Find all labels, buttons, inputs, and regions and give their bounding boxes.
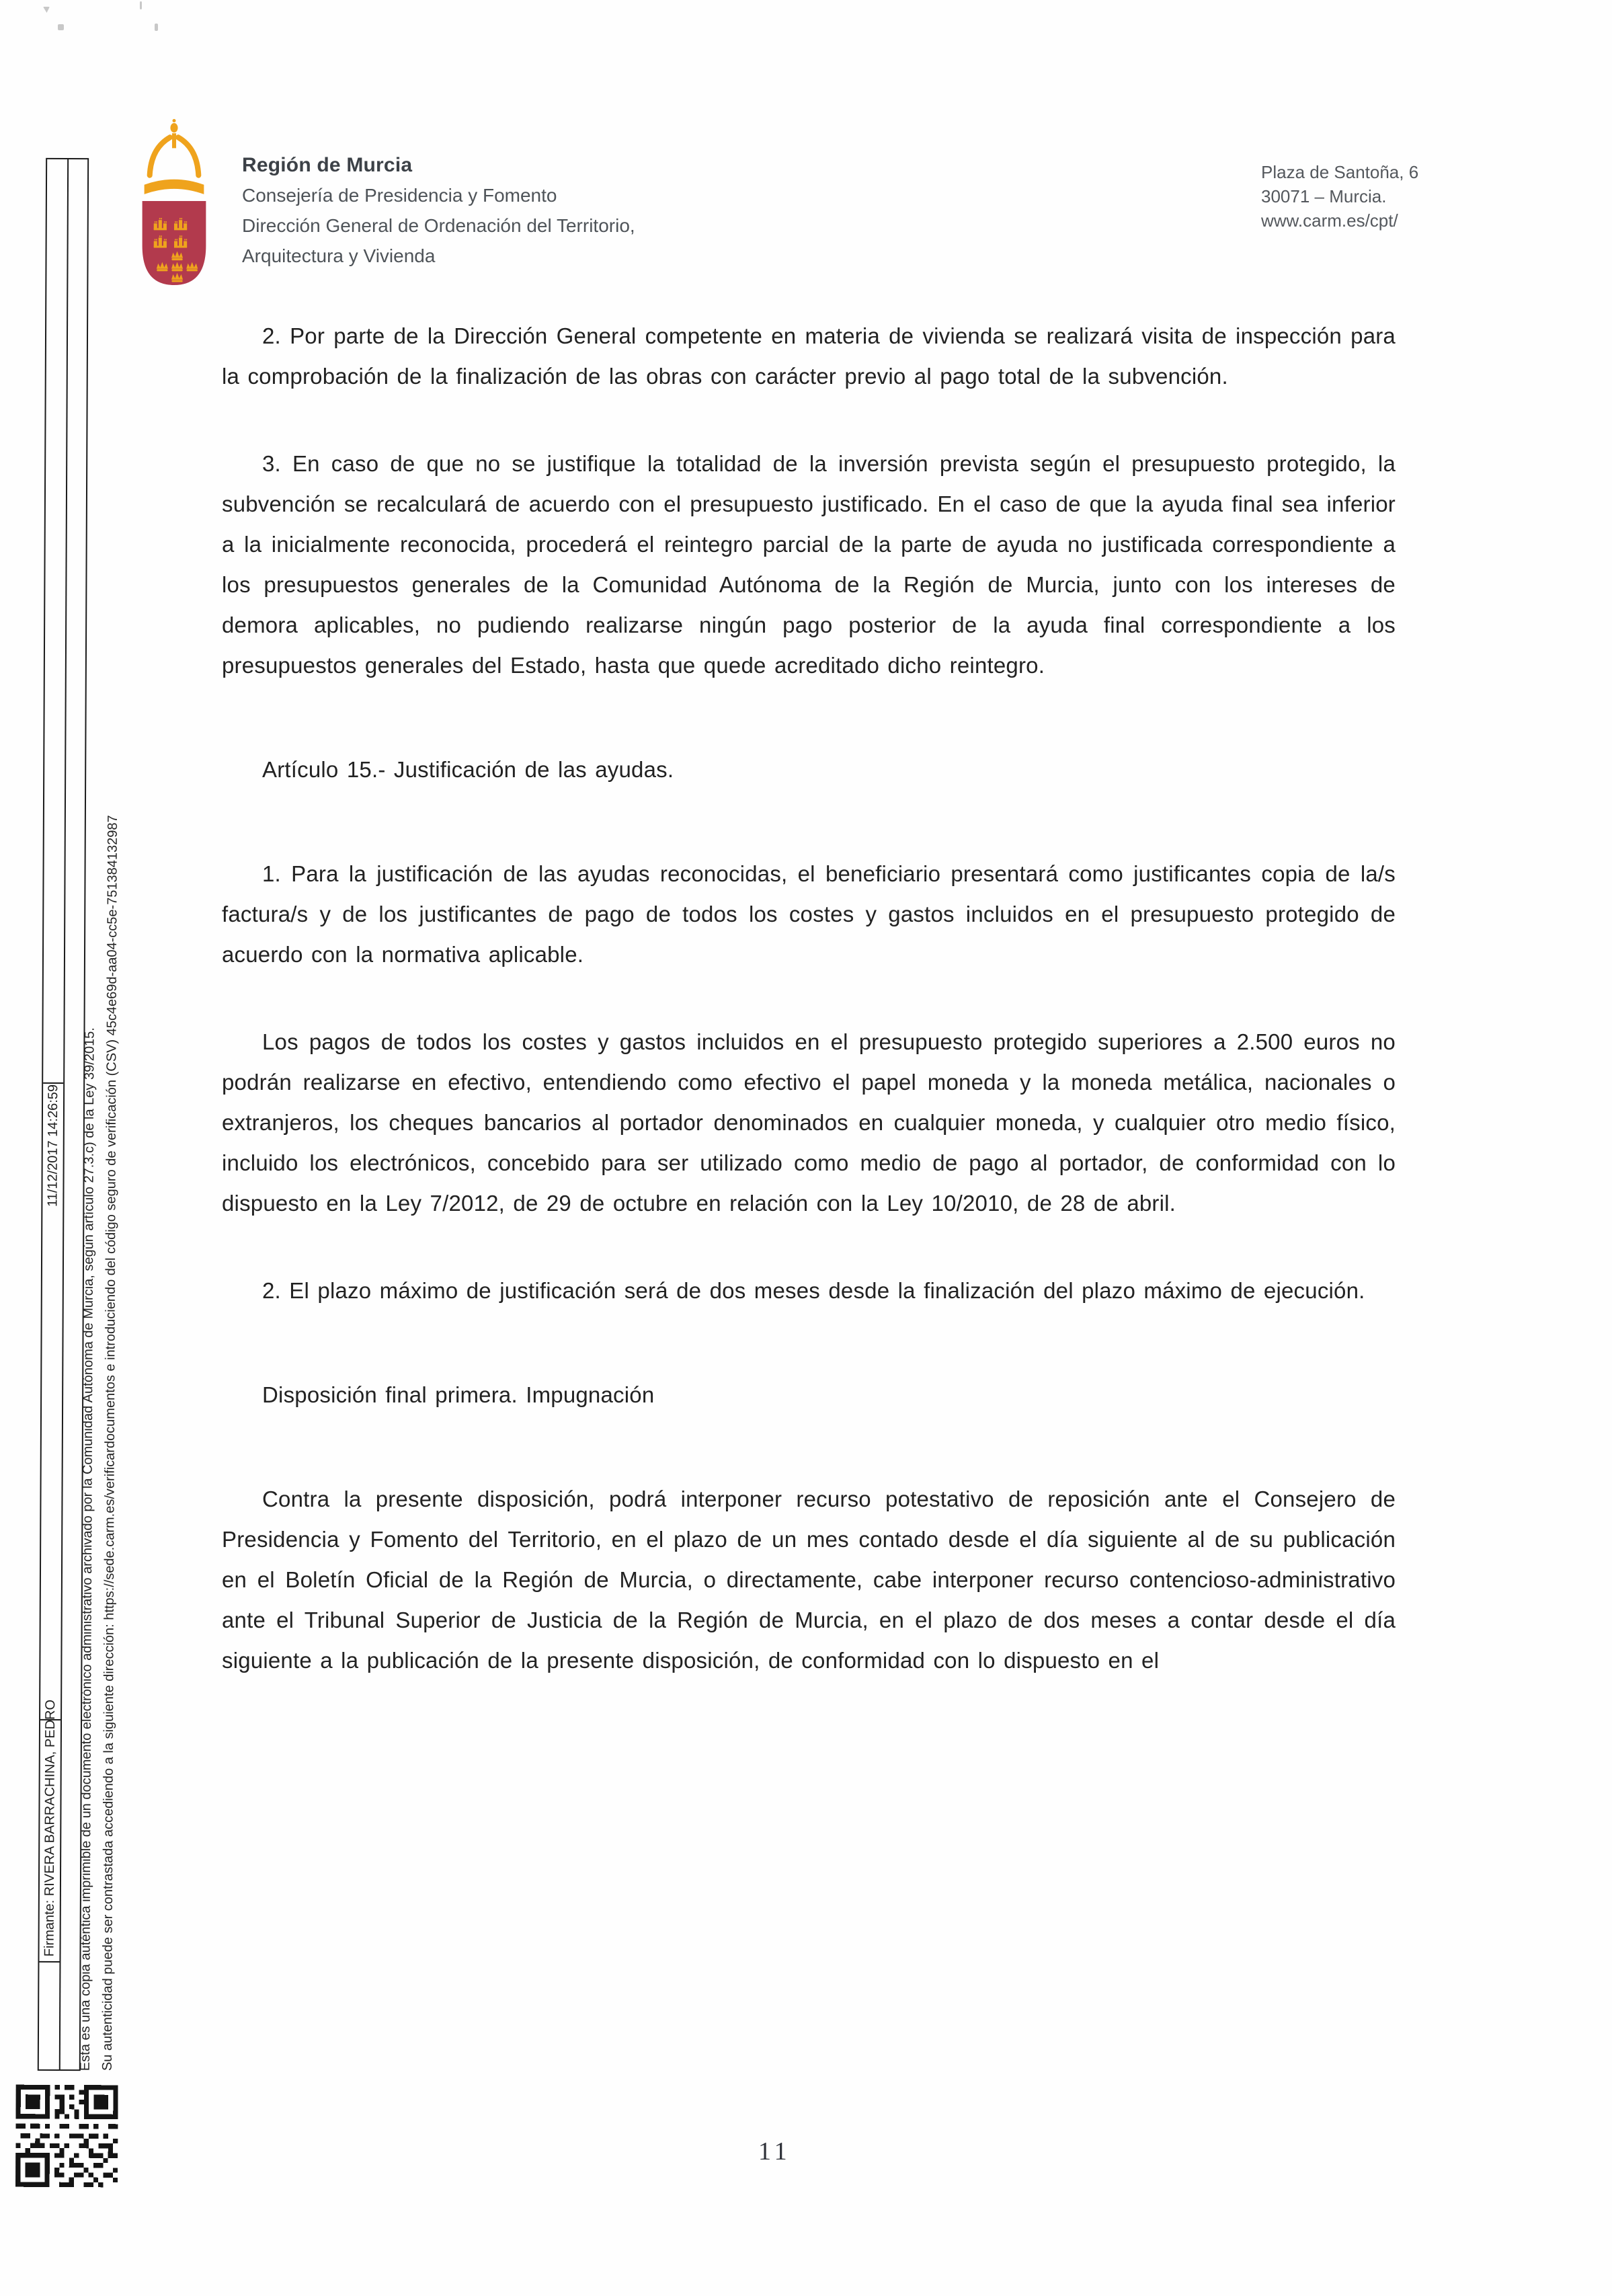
document-body xyxy=(222,316,1396,1728)
org-department-line: Dirección General de Ordenación del Territorio, xyxy=(242,215,635,236)
page-number: 11 xyxy=(758,2137,791,2166)
section-heading: Disposición final primera. Impugnación xyxy=(262,1382,655,1407)
org-department-line: Arquitectura y Vivienda xyxy=(242,245,436,266)
signature-table-rule xyxy=(39,1961,59,1963)
body-paragraph: 2. El plazo máximo de justificación será de dos meses desde la finalización del plazo máximo de ejecución. xyxy=(262,1278,1365,1303)
org-department-line: Consejería de Presidencia y Fomento xyxy=(242,185,557,206)
legal-disclaimer-line-1: Esta es una copia auténtica imprimible de un documento electrónico administrativo archivado por la Comunidad Autónoma de Murcia, según artículo 27.3.c) de la Ley 39/2015. xyxy=(77,1027,97,2071)
body-paragraph: 2. Por parte de la Dirección General competente en materia de vivienda se realizará visita de inspección para la comprobación de la finalización de las obras con carácter previo al pago total de la subvención. xyxy=(222,323,1396,389)
address-line: 30071 – Murcia. xyxy=(1261,186,1387,206)
signer-name: Firmante: RIVERA BARRACHINA, PEDRO xyxy=(42,1699,58,1956)
address-line: Plaza de Santoña, 6 xyxy=(1261,162,1419,182)
org-title: Región de Murcia xyxy=(242,154,413,176)
legal-disclaimer-line-2: Su autenticidad puede ser contrastada accediendo a la siguiente dirección: https://sede.carm.es/verificardocumentos e introduciendo del código seguro de verificación (CSV) 45c4e69d-aa04-cc5e-751384132987 xyxy=(99,815,120,2071)
section-heading: Artículo 15.- Justificación de las ayudas. xyxy=(262,757,674,782)
body-paragraph: Los pagos de todos los costes y gastos incluidos en el presupuesto protegido superiores a 2.500 euros no podrán realizarse en efectivo, entendiendo como efectivo el papel moneda y la moneda metálica, nacionales o extranjeros, los cheques bancarios al portador denominados en cualquier moneda, y cualquier otro medio físico, incluido los electrónicos, concebido para ser utilizado como medio de pago al portador, de conformidad con lo dispuesto en la Ley 7/2012, de 29 de octubre en relación con la Ley 10/2010, de 28 de abril. xyxy=(222,1029,1396,1216)
body-paragraph: 1. Para la justificación de las ayudas reconocidas, el beneficiario presentará como justificantes copia de la/s factura/s y de los justificantes de pago de todos los costes y gastos incluidos en el presupuesto protegido de acuerdo con la normativa aplicable. xyxy=(222,861,1396,967)
body-paragraph: Contra la presente disposición, podrá interponer recurso potestativo de reposición ante el Consejero de Presidencia y Fomento del Territorio, en el plazo de un mes contado desde el día siguiente al de su publicación en el Boletín Oficial de la Región de Murcia, o directamente, cabe interponer recurso contencioso-administrativo ante el Tribunal Superior de Justicia de la Región de Murcia, en el plazo de dos meses a contar desde el día siguiente a la publicación de la presente disposición, de conformidad con lo dispuesto en el xyxy=(222,1487,1396,1673)
address-line: www.carm.es/cpt/ xyxy=(1261,210,1398,231)
signature-table-rule xyxy=(43,1082,63,1084)
qr-code-icon xyxy=(15,2079,118,2194)
body-paragraph: 3. En caso de que no se justifique la totalidad de la inversión prevista según el presupuesto protegido, la subvención se recalculará de acuerdo con el presupuesto justificado. En el caso de que la ayuda final sea inferior a la inicialmente reconocida, procederá el reintegro parcial de la parte de ayuda no justificada correspondiente a los presupuestos generales de la Comunidad Autónoma de la Región de Murcia, junto con los intereses de demora aplicables, no pudiendo realizarse ningún pago posterior de la ayuda final correspondiente a los presupuestos generales del Estado, hasta que quede acreditado dicho reintegro. xyxy=(222,451,1396,678)
signature-datetime: 11/12/2017 14:26:59 xyxy=(45,1084,61,1207)
